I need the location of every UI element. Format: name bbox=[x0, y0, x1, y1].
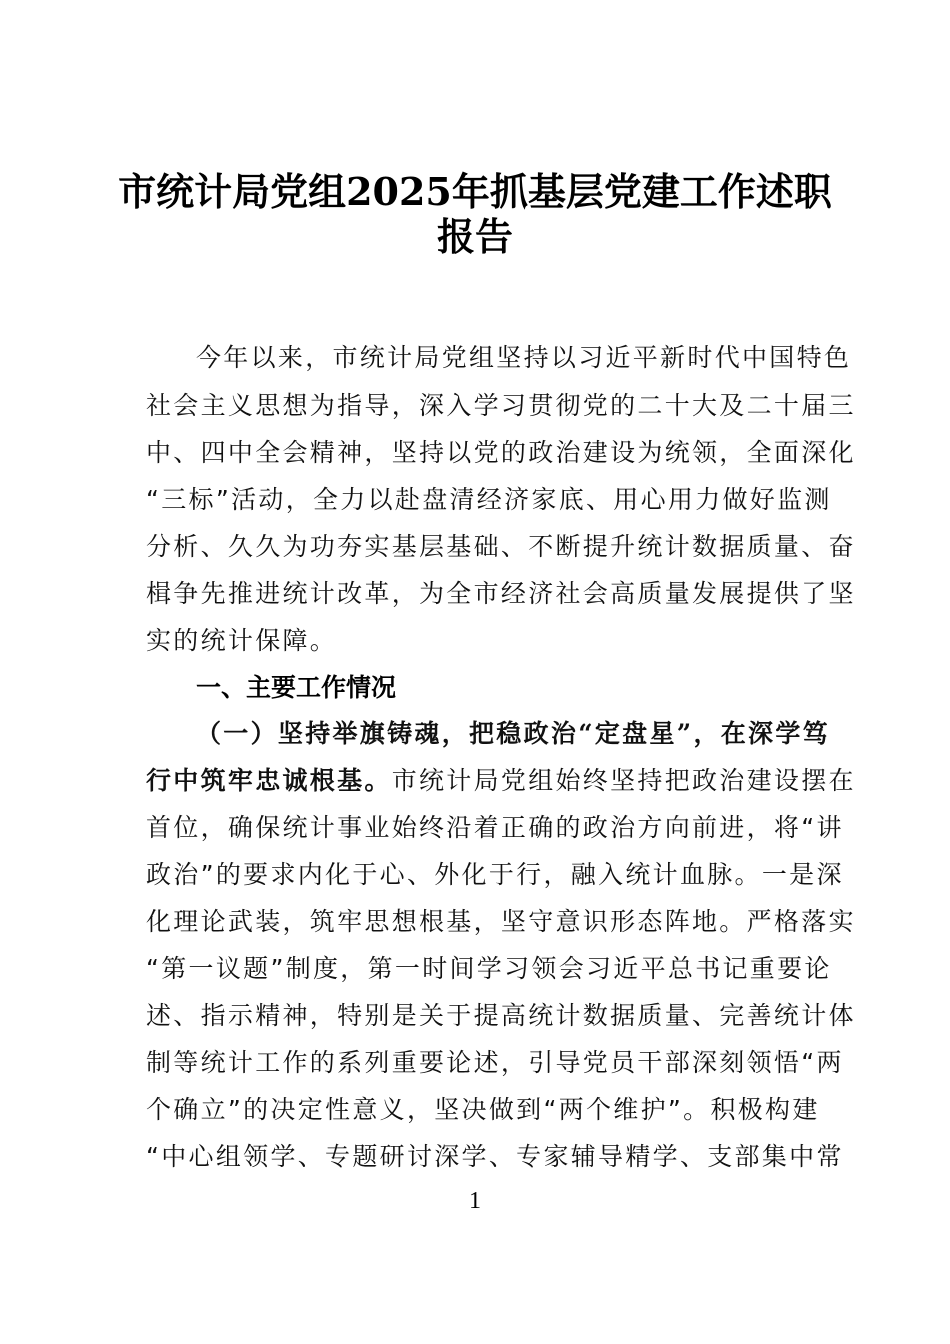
body-line-7: 个确立”的决定性意义，坚决做到“两个维护”。积极构建 bbox=[146, 1095, 820, 1124]
subsection-line-1 bbox=[196, 718, 830, 750]
intro-line-5: 分析、久久为功夯实基层基础、不断提升统计数据质量、奋 bbox=[146, 532, 856, 561]
subsection-title-part-2: 行中筑牢忠诚根基。 bbox=[146, 766, 392, 795]
document-title-line-2: 报告 bbox=[436, 214, 513, 259]
body-line-1: 首位，确保统计事业始终沿着正确的政治方向前进，将“讲 bbox=[146, 813, 844, 842]
document-title-line-1: 市统计局党组2025年抓基层党建工作述职 bbox=[118, 169, 832, 214]
section-heading: 一、主要工作情况 bbox=[196, 673, 397, 702]
subsection-title-part-1: （一）坚持举旗铸魂，把稳政治“定盘星”，在深学笃 bbox=[196, 719, 830, 748]
intro-line-1: 今年以来，市统计局党组坚持以习近平新时代中国特色 bbox=[196, 343, 852, 372]
body-line-6: 制等统计工作的系列重要论述，引导党员干部深刻领悟“两 bbox=[146, 1048, 844, 1077]
intro-line-7: 实的统计保障。 bbox=[146, 626, 338, 655]
body-line-5: 述、指示精神，特别是关于提高统计数据质量、完善统计体 bbox=[146, 1001, 856, 1030]
intro-line-3: 中、四中全会精神，坚持以党的政治建设为统领，全面深化 bbox=[146, 438, 856, 467]
intro-line-4: “三标”活动，全力以赴盘清经济家底、用心用力做好监测 bbox=[146, 485, 832, 514]
body-line-2: 政治”的要求内化于心、外化于行，融入统计血脉。一是深 bbox=[146, 860, 844, 889]
body-line-3: 化理论武装，筑牢思想根基，坚守意识形态阵地。严格落实 bbox=[146, 907, 856, 936]
page-number: 1 bbox=[469, 1188, 481, 1214]
subsection-body-start: 市统计局党组始终坚持把政治建设摆在 bbox=[391, 766, 856, 795]
body-line-8: “中心组领学、专题研讨深学、专家辅导精学、支部集中常 bbox=[146, 1142, 844, 1171]
intro-line-6: 楫争先推进统计改革，为全市经济社会高质量发展提供了坚 bbox=[146, 579, 856, 608]
intro-line-2: 社会主义思想为指导，深入学习贯彻党的二十大及二十届三 bbox=[146, 391, 856, 420]
subsection-line-2 bbox=[146, 765, 856, 797]
body-line-4: “第一议题”制度，第一时间学习领会习近平总书记重要论 bbox=[146, 954, 832, 983]
